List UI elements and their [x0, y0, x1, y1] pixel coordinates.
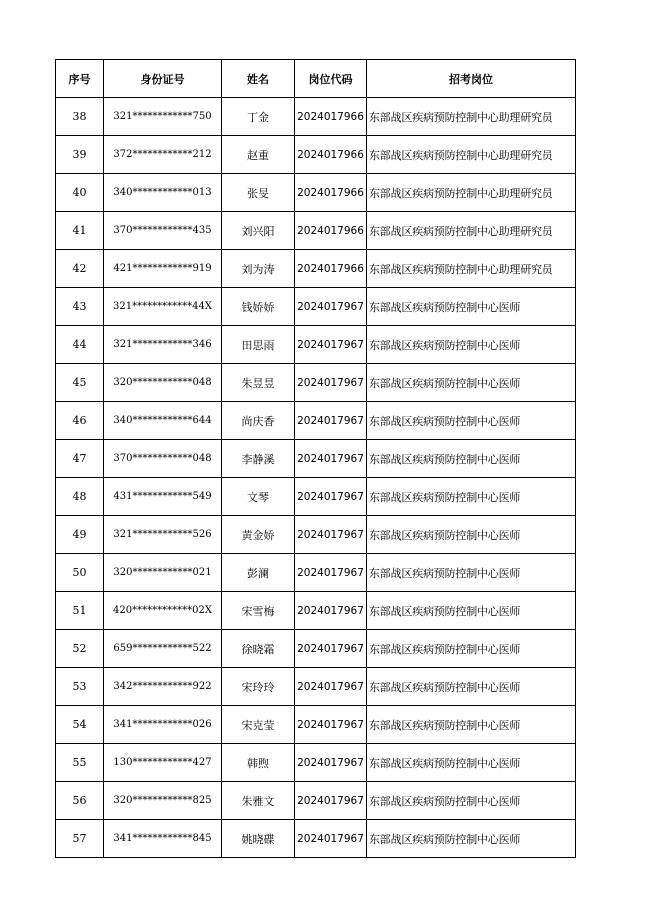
seq-cell: 48	[56, 478, 104, 516]
id-number-cell: 420************02X	[104, 592, 222, 630]
name-cell: 徐晓霜	[222, 630, 295, 668]
post-cell: 东部战区疾病预防控制中心医师	[367, 706, 576, 744]
post-cell: 东部战区疾病预防控制中心医师	[367, 440, 576, 478]
table-row	[56, 174, 576, 212]
name-cell: 黄金娇	[222, 516, 295, 554]
post-cell: 东部战区疾病预防控制中心医师	[367, 326, 576, 364]
id-number-cell: 130************427	[104, 744, 222, 782]
name-cell: 朱雅文	[222, 782, 295, 820]
candidate-table	[55, 59, 576, 858]
id-number-cell: 370************435	[104, 212, 222, 250]
post-cell: 东部战区疾病预防控制中心助理研究员	[367, 174, 576, 212]
post-code-cell: 2024017967	[295, 516, 367, 554]
post-code-cell: 2024017967	[295, 630, 367, 668]
header-post-code: 岗位代码	[295, 60, 367, 98]
id-number-cell: 431************549	[104, 478, 222, 516]
id-number-cell: 370************048	[104, 440, 222, 478]
table-row	[56, 744, 576, 782]
name-cell: 姚晓碟	[222, 820, 295, 858]
post-code-cell: 2024017967	[295, 364, 367, 402]
id-number-cell: 421************919	[104, 250, 222, 288]
post-code-cell: 2024017966	[295, 136, 367, 174]
name-cell: 宋雪梅	[222, 592, 295, 630]
post-cell: 东部战区疾病预防控制中心医师	[367, 668, 576, 706]
id-number-cell: 342************922	[104, 668, 222, 706]
table-row	[56, 136, 576, 174]
post-code-cell: 2024017967	[295, 592, 367, 630]
table-row	[56, 288, 576, 326]
name-cell: 宋玲玲	[222, 668, 295, 706]
post-code-cell: 2024017966	[295, 212, 367, 250]
name-cell: 宋克莹	[222, 706, 295, 744]
post-cell: 东部战区疾病预防控制中心助理研究员	[367, 212, 576, 250]
table-row	[56, 706, 576, 744]
post-code-cell: 2024017967	[295, 554, 367, 592]
name-cell: 刘为涛	[222, 250, 295, 288]
table-row	[56, 554, 576, 592]
table-row	[56, 668, 576, 706]
name-cell: 朱昱昱	[222, 364, 295, 402]
name-cell: 李静溪	[222, 440, 295, 478]
post-cell: 东部战区疾病预防控制中心医师	[367, 478, 576, 516]
name-cell: 赵重	[222, 136, 295, 174]
id-number-cell: 321************346	[104, 326, 222, 364]
id-number-cell: 372************212	[104, 136, 222, 174]
seq-cell: 49	[56, 516, 104, 554]
seq-cell: 50	[56, 554, 104, 592]
name-cell: 钱娇娇	[222, 288, 295, 326]
post-cell: 东部战区疾病预防控制中心医师	[367, 782, 576, 820]
post-cell: 东部战区疾病预防控制中心医师	[367, 744, 576, 782]
seq-cell: 45	[56, 364, 104, 402]
name-cell: 韩煦	[222, 744, 295, 782]
seq-cell: 39	[56, 136, 104, 174]
id-number-cell: 341************845	[104, 820, 222, 858]
seq-cell: 42	[56, 250, 104, 288]
table-row	[56, 516, 576, 554]
table-row	[56, 98, 576, 136]
post-cell: 东部战区疾病预防控制中心医师	[367, 516, 576, 554]
table-row	[56, 364, 576, 402]
post-code-cell: 2024017966	[295, 174, 367, 212]
seq-cell: 41	[56, 212, 104, 250]
name-cell: 文琴	[222, 478, 295, 516]
id-number-cell: 321************750	[104, 98, 222, 136]
post-code-cell: 2024017967	[295, 326, 367, 364]
seq-cell: 44	[56, 326, 104, 364]
table-row	[56, 630, 576, 668]
post-code-cell: 2024017967	[295, 402, 367, 440]
post-code-cell: 2024017967	[295, 782, 367, 820]
seq-cell: 40	[56, 174, 104, 212]
seq-cell: 56	[56, 782, 104, 820]
post-cell: 东部战区疾病预防控制中心助理研究员	[367, 98, 576, 136]
name-cell: 张旻	[222, 174, 295, 212]
id-number-cell: 340************013	[104, 174, 222, 212]
seq-cell: 53	[56, 668, 104, 706]
post-code-cell: 2024017967	[295, 668, 367, 706]
name-cell: 尚庆香	[222, 402, 295, 440]
post-cell: 东部战区疾病预防控制中心医师	[367, 630, 576, 668]
seq-cell: 43	[56, 288, 104, 326]
post-code-cell: 2024017967	[295, 706, 367, 744]
post-code-cell: 2024017967	[295, 478, 367, 516]
post-code-cell: 2024017967	[295, 440, 367, 478]
table-row	[56, 250, 576, 288]
post-cell: 东部战区疾病预防控制中心助理研究员	[367, 136, 576, 174]
id-number-cell: 320************048	[104, 364, 222, 402]
header-row	[56, 60, 576, 98]
seq-cell: 51	[56, 592, 104, 630]
table-row	[56, 440, 576, 478]
seq-cell: 38	[56, 98, 104, 136]
id-number-cell: 340************644	[104, 402, 222, 440]
post-cell: 东部战区疾病预防控制中心医师	[367, 592, 576, 630]
post-code-cell: 2024017966	[295, 98, 367, 136]
post-code-cell: 2024017967	[295, 820, 367, 858]
id-number-cell: 659************522	[104, 630, 222, 668]
table-row	[56, 782, 576, 820]
header-seq: 序号	[56, 60, 104, 98]
post-code-cell: 2024017967	[295, 744, 367, 782]
id-number-cell: 320************021	[104, 554, 222, 592]
seq-cell: 55	[56, 744, 104, 782]
seq-cell: 57	[56, 820, 104, 858]
seq-cell: 46	[56, 402, 104, 440]
table-row	[56, 402, 576, 440]
id-number-cell: 341************026	[104, 706, 222, 744]
id-number-cell: 321************526	[104, 516, 222, 554]
table-row	[56, 820, 576, 858]
header-name: 姓名	[222, 60, 295, 98]
post-cell: 东部战区疾病预防控制中心医师	[367, 554, 576, 592]
name-cell: 田思雨	[222, 326, 295, 364]
post-cell: 东部战区疾病预防控制中心医师	[367, 820, 576, 858]
seq-cell: 52	[56, 630, 104, 668]
table-row	[56, 478, 576, 516]
post-code-cell: 2024017967	[295, 288, 367, 326]
seq-cell: 47	[56, 440, 104, 478]
table-body	[56, 98, 576, 858]
header-post: 招考岗位	[367, 60, 576, 98]
seq-cell: 54	[56, 706, 104, 744]
post-cell: 东部战区疾病预防控制中心医师	[367, 288, 576, 326]
name-cell: 刘兴阳	[222, 212, 295, 250]
post-cell: 东部战区疾病预防控制中心医师	[367, 402, 576, 440]
name-cell: 丁金	[222, 98, 295, 136]
table-row	[56, 326, 576, 364]
table-header	[56, 60, 576, 98]
post-cell: 东部战区疾病预防控制中心医师	[367, 364, 576, 402]
id-number-cell: 321************44X	[104, 288, 222, 326]
name-cell: 彭澜	[222, 554, 295, 592]
table-row	[56, 592, 576, 630]
header-id-number: 身份证号	[104, 60, 222, 98]
table-row	[56, 212, 576, 250]
id-number-cell: 320************825	[104, 782, 222, 820]
post-code-cell: 2024017966	[295, 250, 367, 288]
post-cell: 东部战区疾病预防控制中心助理研究员	[367, 250, 576, 288]
